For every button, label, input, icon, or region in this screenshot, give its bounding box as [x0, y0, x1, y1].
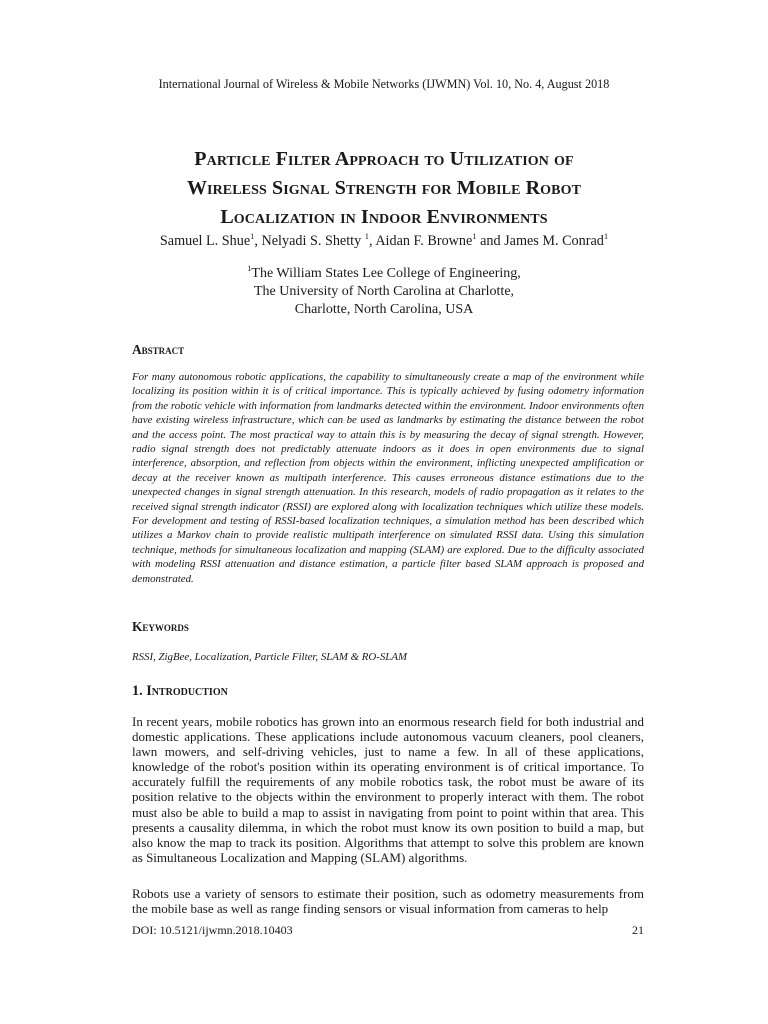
abstract-text: For many autonomous robotic applications, the capability to simultaneously create a map of the environment while localizing its position within it is of critical importance. This is typically achieved by fusing odometry information from the robotic vehicle with information from landmarks detected within the environment. Indoor environments often have existing wireless infrastructure, which can be used as landmarks by estimating the distance between the robot and the access point. The most practical way to attain this is by measuring the decay of signal strength. However, radio signal strength does not predictably attenuate indoors as it does in open environments due to signal interference, absorption, and reflection from objects within the environment, inflicting unexpected amplification or decay at the receiver known as multipath interference. This causes erroneous distance estimations due to the unexpected changes in signal strength attenuation. In this research, models of radio propagation as it relates to the received signal strength indicator (RSSI) are explored along with localization techniques which utilize these models. For development and testing of RSSI-based localization techniques, a simulation method has been described which utilizes a Markov chain to provide realistic multipath interference on simulated RSSI data. Using this simulation technique, methods for simultaneous localization and mapping (SLAM) are explored. Due to the difficulty associated with modeling RSSI attenuation and distance estimation, a particle filter based SLAM approach is proposed and demonstrated.	[132, 371, 644, 585]
section-number: 1.	[132, 683, 147, 699]
page-number: 21	[632, 923, 644, 937]
author-name: James M. Conrad	[504, 233, 604, 249]
author-affiliation-mark: 1	[472, 231, 477, 241]
section-title: Introduction	[146, 683, 228, 699]
abstract-heading: Abstract	[132, 342, 185, 357]
author-affiliation-mark: 1	[364, 231, 369, 241]
affiliation-line: $^1$The William States Lee College of Engineering,	[247, 263, 521, 281]
affiliation-line: The University of North Carolina at Charlotte,	[253, 284, 515, 299]
body-paragraph: Robots use a variety of sensors to estimate their position, such as odometry measurements from the mobile base as well as range finding sensors or visual information from cameras to help	[132, 886, 644, 917]
author-separator: and	[476, 233, 505, 249]
affiliation-mark: 1	[247, 263, 252, 273]
title-line: Localization in Indoor Environments	[220, 206, 548, 228]
author-affiliation-mark: 1	[603, 231, 609, 241]
keywords-text: RSSI, ZigBee, Localization, Particle Filter, SLAM & RO-SLAM	[132, 651, 407, 663]
doi-footer: DOI: 10.5121/ijwmn.2018.10403	[132, 923, 293, 937]
title-line: Wireless Signal Strength for Mobile Robot	[186, 177, 582, 199]
author-name: Nelyadi S. Shetty	[261, 233, 365, 249]
author-separator: ,	[254, 233, 262, 249]
paper-title	[60, 145, 708, 232]
author-affiliation-mark: 1	[250, 231, 255, 241]
affiliation-block	[0, 265, 768, 319]
author-list	[0, 233, 768, 250]
affiliation-line: Charlotte, North Carolina, USA	[294, 302, 474, 317]
author-separator: ,	[369, 233, 376, 249]
title-line: Particle Filter Approach to Utilization of	[194, 148, 574, 170]
introduction-heading	[132, 683, 228, 700]
journal-running-header: International Journal of Wireless & Mobile Networks (IJWMN) Vol. 10, No. 4, August 2018	[158, 77, 610, 91]
author-name: Aidan F. Browne	[375, 233, 473, 249]
keywords-heading: Keywords	[132, 619, 189, 634]
body-paragraph: In recent years, mobile robotics has grown into an enormous research field for both industrial and domestic applications. These applications include autonomous vacuum cleaners, pool cleaners, lawn mowers, and self-driving vehicles, just to name a few. In all of these applications, knowledge of the robot's position within its operating environment is of critical importance. To accurately fulfill the requirements of any mobile robotics task, the robot must be aware of its position relative to the objects within the environment to properly interact with them. The robot must also be able to build a map to assist in navigating from point to point within that area. This presents a causality dilemma, in which the robot must know its own position to build a map, but also know the map to track its position. Algorithms that attempt to solve this problem are known as Simultaneous Localization and Mapping (SLAM) algorithms.	[132, 714, 644, 865]
author-name: Samuel L. Shue	[159, 233, 251, 249]
